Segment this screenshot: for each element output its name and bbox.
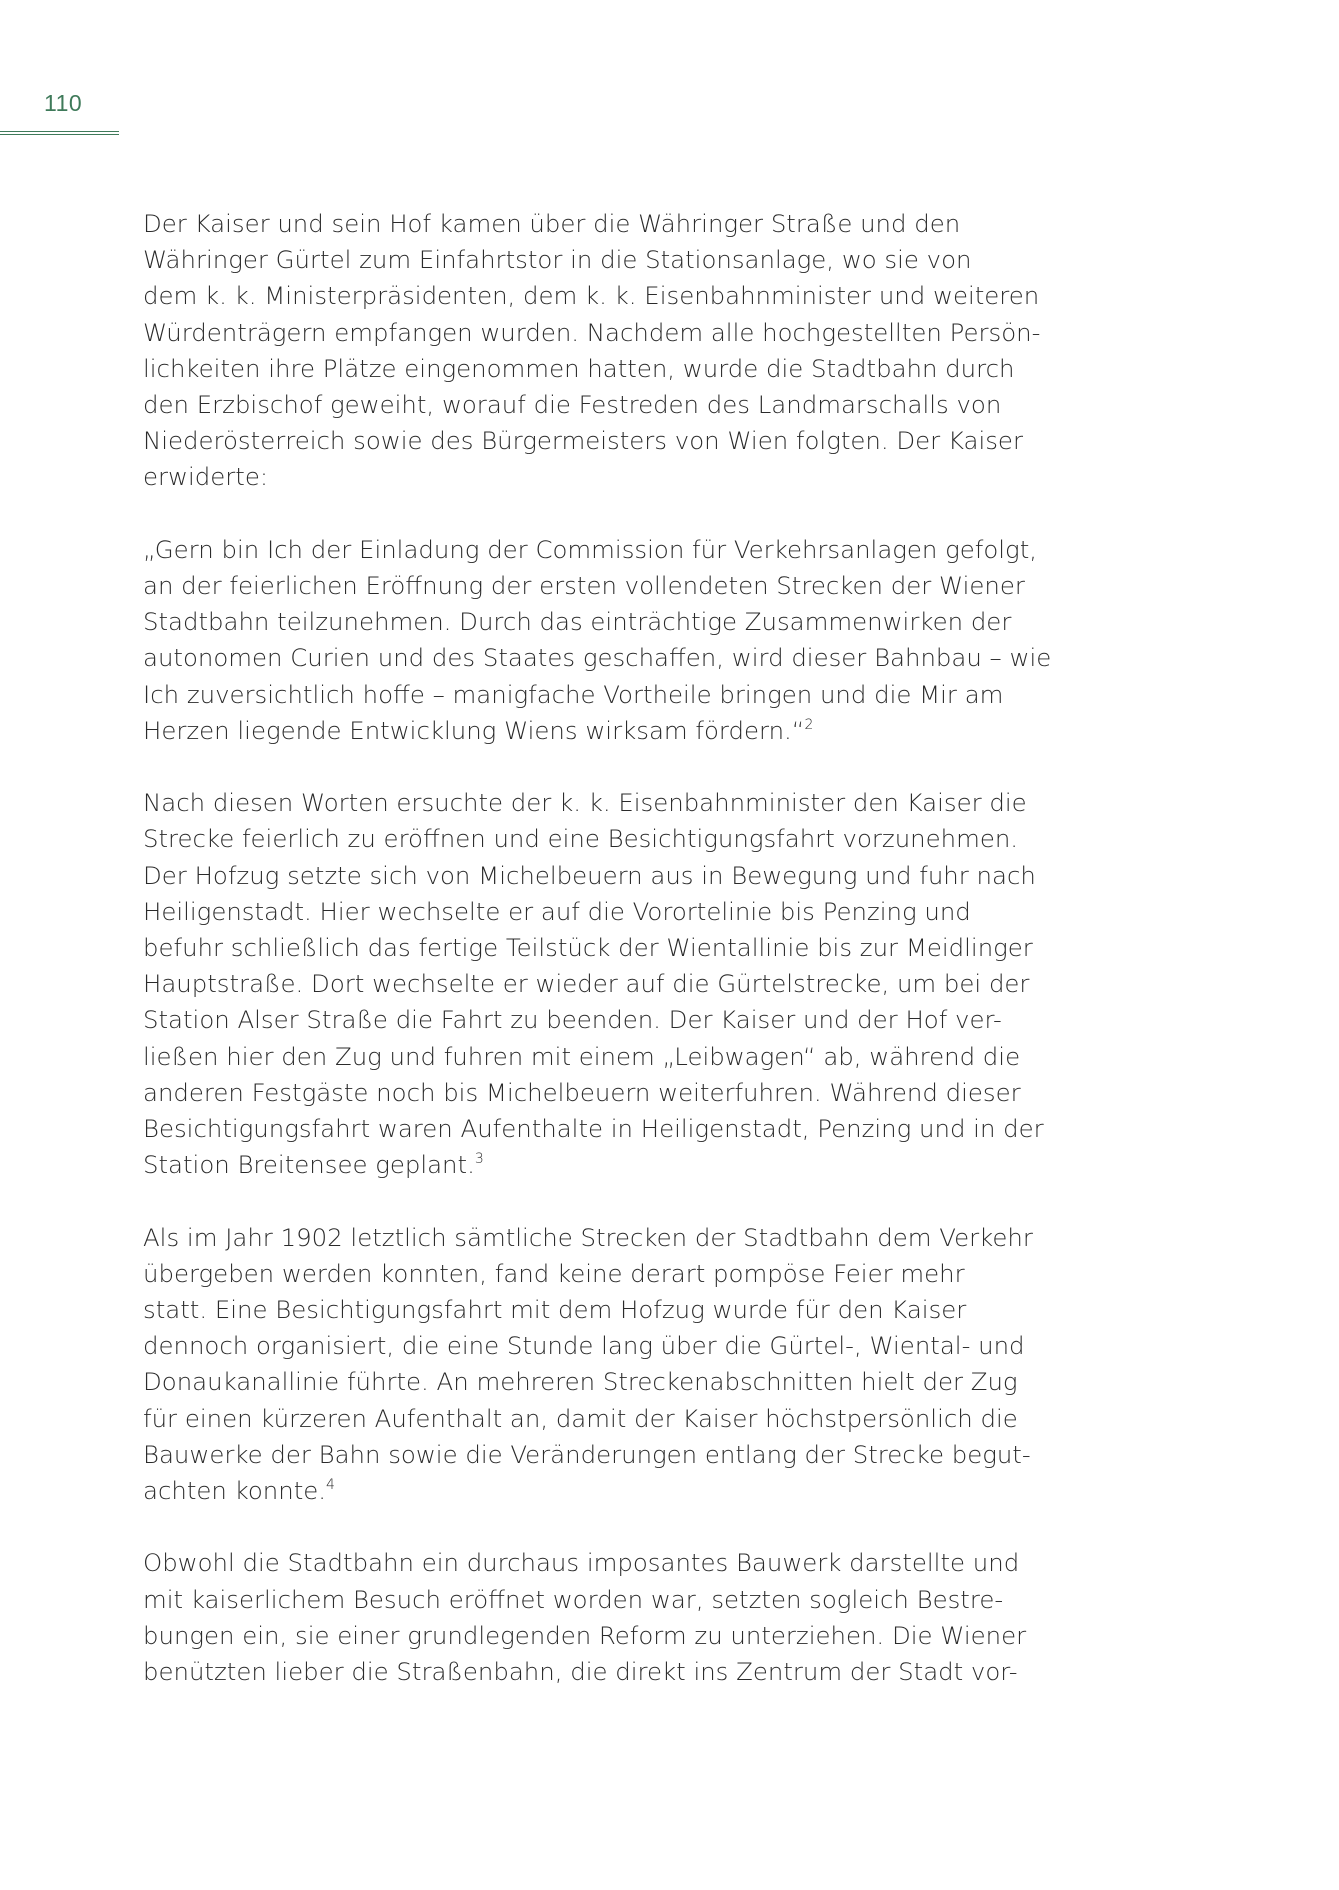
text-line [143, 278, 1043, 314]
line-text: Stadtbahn teilzunehmen. Durch das einträchtige Zusammenwirken der [143, 607, 1012, 637]
text-line [143, 677, 1043, 713]
text-line [143, 640, 1052, 676]
line-text: Strecke feierlich zu eröffnen und eine Besichtigungsfahrt vorzunehmen. [143, 824, 1019, 854]
line-text: achten konnte. [143, 1476, 327, 1506]
footnote-marker: 4 [326, 1477, 335, 1494]
line-text: mit kaiserlichem Besuch eröffnet worden war, setzten sogleich Bestre- [143, 1584, 1004, 1614]
text-line [143, 532, 1043, 568]
text-line [143, 1147, 1043, 1183]
line-text: „Gern bin Ich der Einladung der Commission für Verkehrsanlagen gefolgt, [143, 534, 1038, 564]
text-line [143, 1437, 1043, 1473]
line-text: statt. Eine Besichtigungsfahrt mit dem Hofzug wurde für den Kaiser [143, 1295, 967, 1325]
line-text: Station Breitensee geplant. [143, 1150, 475, 1180]
text-line [143, 930, 1043, 966]
line-text: für einen kürzeren Aufenthalt an, damit der Kaiser höchstpersönlich die [143, 1403, 1018, 1433]
line-text: autonomen Curien und des Staates geschaffen, wird dieser Bahnbau – wie [143, 643, 1052, 673]
line-text: Der Hofzug setzte sich von Michelbeuern aus in Bewegung und fuhr nach [143, 860, 1036, 890]
text-line [143, 785, 1043, 821]
text-line [143, 206, 1043, 242]
line-text: Niederösterreich sowie des Bürgermeisters von Wien folgten. Der Kaiser [143, 426, 1023, 456]
text-line [143, 894, 1043, 930]
line-text: dennoch organisiert, die eine Stunde lang über die Gürtel-, Wiental- und [143, 1331, 1025, 1361]
text-line [143, 1618, 1043, 1654]
page-number: 110 [44, 90, 83, 116]
text-line [143, 1256, 1043, 1292]
line-text: Nach diesen Worten ersuchte der k. k. Eisenbahnminister den Kaiser die [143, 788, 1027, 818]
text-line [143, 1075, 1043, 1111]
footnote-marker: 2 [804, 716, 814, 733]
text-line [143, 1002, 1043, 1038]
text-line [143, 387, 1043, 423]
line-text: Der Kaiser und sein Hof kamen über die Währinger Straße und den [143, 209, 961, 238]
text-line [143, 1364, 1043, 1400]
text-line [143, 1328, 1043, 1364]
line-text: Währinger Gürtel zum Einfahrtstor in die Stationsanlage, wo sie von [143, 245, 972, 275]
line-text: Bauwerke der Bahn sowie die Veränderungen entlang der Strecke begut- [143, 1439, 1031, 1469]
header-rule [0, 131, 119, 135]
line-text: lichkeiten ihre Plätze eingenommen hatten, wurde die Stadtbahn durch [143, 353, 1015, 383]
line-text: Hauptstraße. Dort wechselte er wieder auf die Gürtelstrecke, um bei der [143, 969, 1030, 999]
text-line [143, 568, 1043, 604]
text-line [143, 1654, 1043, 1690]
line-text: Als im Jahr 1902 letztlich sämtliche Strecken der Stadtbahn dem Verkehr [143, 1222, 1033, 1252]
text-line [143, 1292, 1043, 1328]
line-text: erwiderte: [143, 462, 269, 492]
text-line [143, 604, 1043, 640]
text-line [143, 315, 1043, 351]
text-line [143, 351, 1043, 387]
text-line [143, 821, 1043, 857]
line-text: Herzen liegende Entwicklung Wiens wirksam fördern.“ [143, 715, 805, 745]
text-line [143, 242, 1043, 278]
line-text: bungen ein, sie einer grundlegenden Reform zu unterziehen. Die Wiener [143, 1620, 1027, 1650]
line-text: Donaukanallinie führte. An mehreren Streckenabschnitten hielt der Zug [143, 1367, 1018, 1397]
text-line [143, 1401, 1043, 1437]
text-line [143, 966, 1043, 1002]
text-line [143, 423, 1043, 459]
footnote-marker: 3 [474, 1151, 484, 1168]
text-line [143, 858, 1043, 894]
line-text: Ich zuversichtlich hoffe – manigfache Vortheile bringen und die Mir am [143, 679, 1004, 709]
text-line [143, 713, 1043, 749]
line-text: an der feierlichen Eröffnung der ersten vollendeten Strecken der Wiener [143, 571, 1025, 601]
line-text: Station Alser Straße die Fahrt zu beenden. Der Kaiser und der Hof ver- [143, 1005, 1002, 1035]
line-text: Würdenträgern empfangen wurden. Nachdem alle hochgestellten Persön- [143, 317, 1041, 347]
line-text: Besichtigungsfahrt waren Aufenthalte in Heiligenstadt, Penzing und in der [143, 1114, 1044, 1144]
paragraph [143, 206, 1043, 496]
text-line [143, 1545, 1043, 1581]
line-text: Obwohl die Stadtbahn ein durchaus imposantes Bauwerk darstellte und [143, 1548, 1020, 1578]
text-line [143, 1111, 1043, 1147]
paragraph [143, 1545, 1043, 1690]
line-text: benützten lieber die Straßenbahn, die direkt ins Zentrum der Stadt vor- [143, 1657, 1018, 1687]
text-line [143, 459, 1043, 495]
line-text: befuhr schließlich das fertige Teilstück der Wientallinie bis zur Meidlinger [143, 933, 1033, 963]
body-text [143, 206, 1052, 1726]
line-text: übergeben werden konnten, fand keine derart pompöse Feier mehr [143, 1258, 965, 1288]
line-text: dem k. k. Ministerpräsidenten, dem k. k. Eisenbahnminister und weiteren [143, 281, 1040, 311]
text-line [143, 1582, 1043, 1618]
paragraph [143, 532, 1052, 749]
text-line [143, 1039, 1043, 1075]
line-text: Heiligenstadt. Hier wechselte er auf die Vorortelinie bis Penzing und [143, 896, 971, 926]
text-line [143, 1473, 1043, 1509]
text-line [143, 1220, 1043, 1256]
line-text: anderen Festgäste noch bis Michelbeuern weiterfuhren. Während dieser [143, 1077, 1021, 1107]
line-text: den Erzbischof geweiht, worauf die Festreden des Landmarschalls von [143, 390, 1002, 420]
paragraph [143, 785, 1043, 1183]
line-text: ließen hier den Zug und fuhren mit einem „Leibwagen“ ab, während die [143, 1041, 1021, 1071]
paragraph [143, 1220, 1043, 1510]
